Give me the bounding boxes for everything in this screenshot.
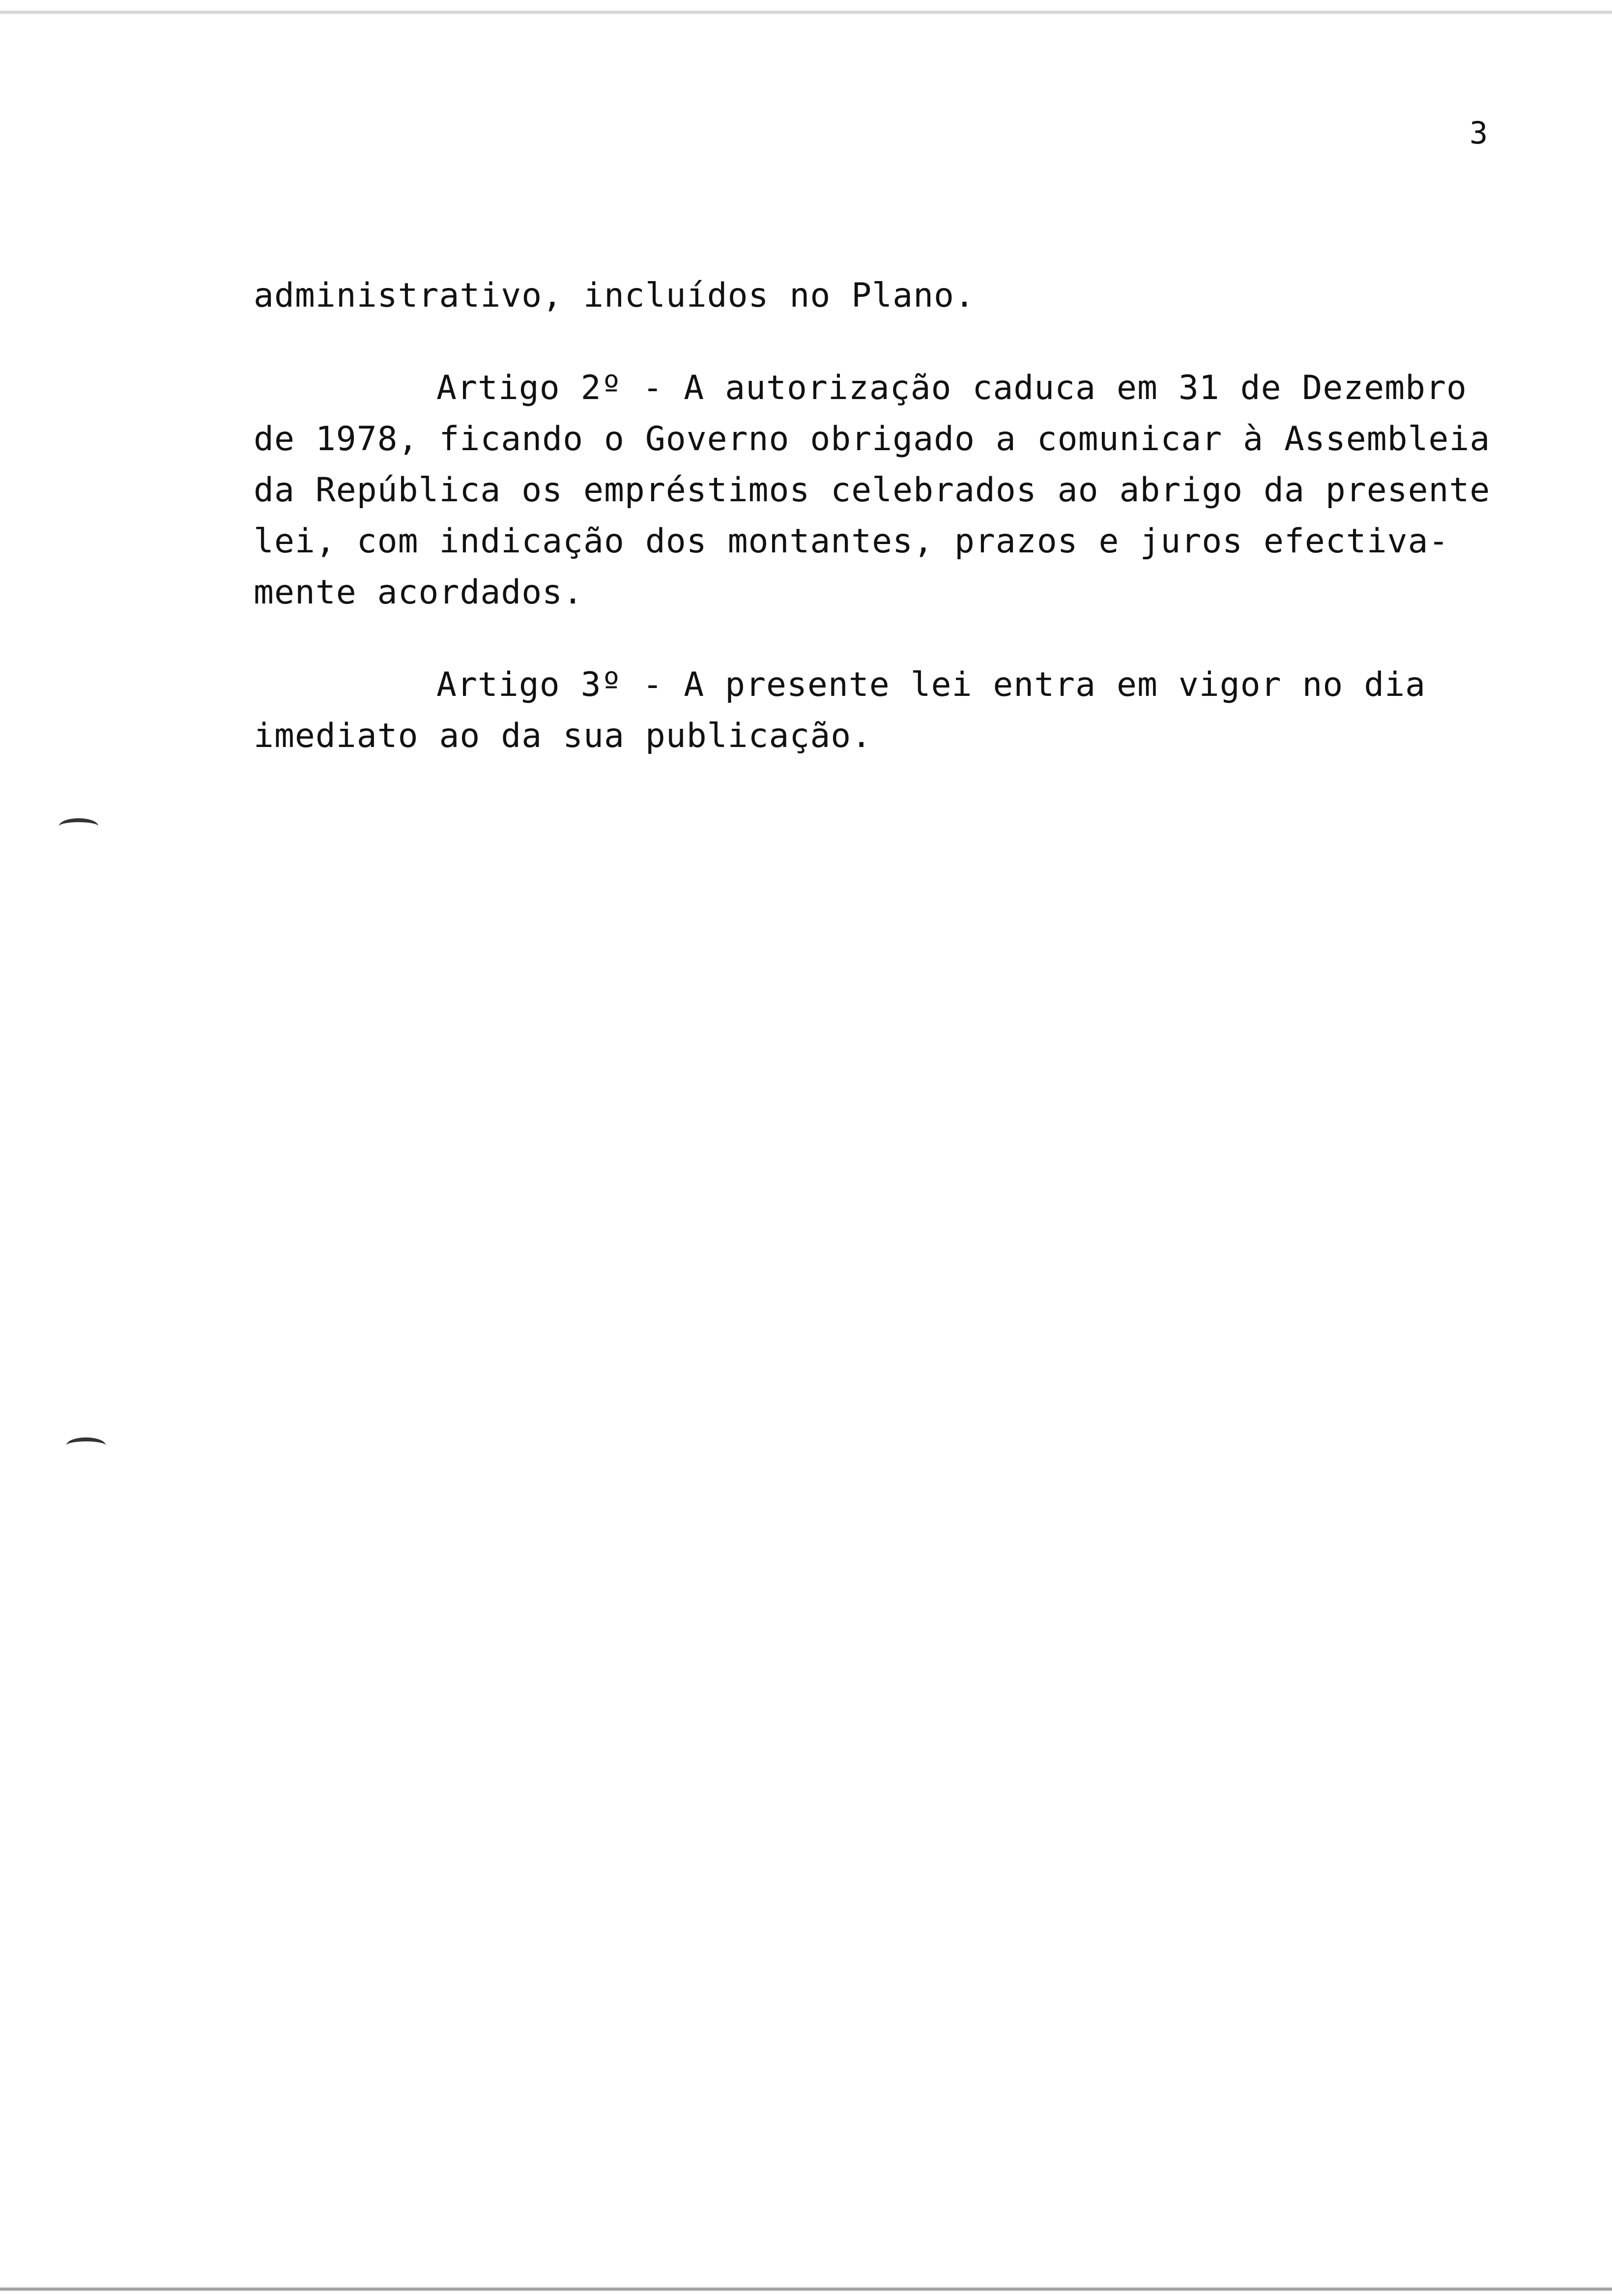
- text-line: Artigo 3º - A presente lei entra em vigor no dia: [436, 665, 1426, 704]
- text-line: da República os empréstimos celebrados ao abrigo da presente: [254, 471, 1491, 510]
- punch-hole-mark-upper: [59, 818, 98, 834]
- paragraph-continuation: [254, 270, 1492, 321]
- paragraph-article-3: [254, 660, 1492, 762]
- text-line: mente acordados.: [254, 573, 584, 612]
- text-line: lei, com indicação dos montantes, prazos e juros efectiva-: [254, 522, 1449, 561]
- paragraph-article-2: [254, 363, 1492, 618]
- text-line: de 1978, ficando o Governo obrigado a comunicar à Assembleia: [254, 420, 1491, 459]
- text-line: Artigo 2º - A autorização caduca em 31 de Dezembro: [436, 369, 1467, 407]
- document-body: [254, 270, 1492, 762]
- punch-hole-mark-lower: [66, 1437, 106, 1453]
- page-number: 3: [1469, 115, 1488, 151]
- scan-top-edge: [0, 10, 1612, 15]
- text-line: administrativo, incluídos no Plano.: [254, 276, 975, 315]
- scan-bottom-edge: [0, 2287, 1612, 2292]
- text-line: imediato ao da sua publicação.: [254, 717, 872, 755]
